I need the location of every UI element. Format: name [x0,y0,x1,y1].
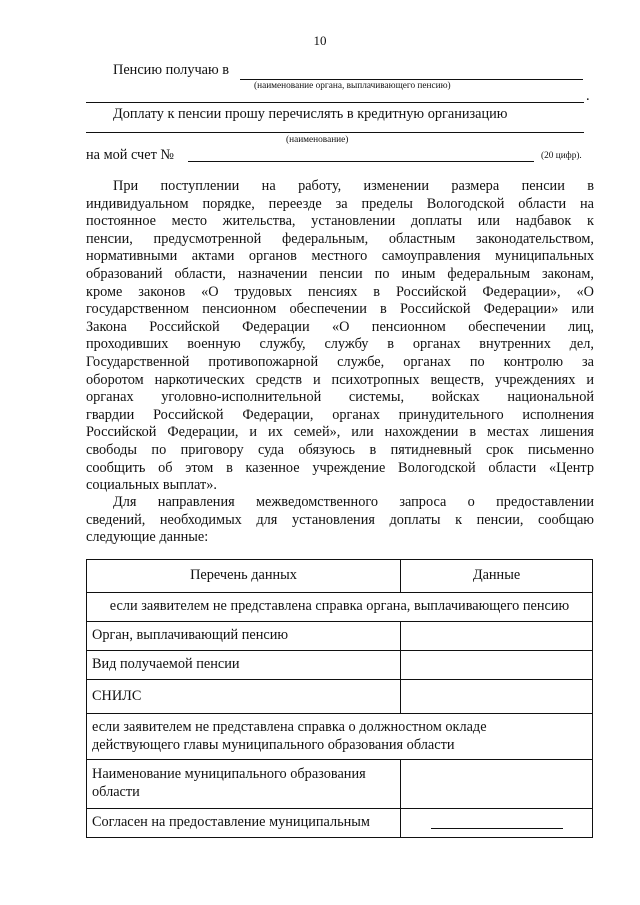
bank-name-field[interactable] [86,132,584,133]
paragraph-line: нормативными актами органов местного самоуправления муниципальных [86,248,594,265]
table-row [87,809,593,838]
row-label-pension-type: Вид получаемой пенсии [87,651,401,680]
table-row [87,760,593,809]
transfer-label: Доплату к пенсии прошу перечислять в кредитную организацию [113,106,508,122]
obligation-paragraph [86,178,594,495]
paragraph-line: Для направления межведомственного запроса о предоставлении [113,494,594,510]
pension-organ-field-line2[interactable] [86,102,584,103]
paragraph-line: Закона Российской Федерации «О пенсионном обеспечении лиц, [86,318,594,335]
paragraph-line: следующие данные: [86,529,209,546]
section-heading-pension-certificate: если заявителем не представлена справка органа, выплачивающего пенсию [87,593,593,622]
table-row [87,651,593,680]
row-label-consent: Согласен на предоставление муниципальным [87,809,401,838]
paragraph-line: свободы по приговору суда обязуюсь в пятидневный срок письменно [86,441,594,458]
page-number: 10 [313,33,327,48]
row-label-municipality [87,760,401,809]
paragraph-line: органах уголовно-исполнительной системы, войсках национальной [86,389,594,406]
paragraph-line: сведений, необходимых для установления доплаты к пенсии, сообщаю [86,511,594,528]
paragraph-line: проходивших военную службу, службу в органах внутренних дел, [86,336,594,353]
table-section-row [87,593,593,622]
paragraph-line: сообщить об этом в казенное учреждение Вологодской области «Центр [86,459,594,476]
account-hint: (20 цифр). [541,151,582,161]
table-row [87,680,593,714]
row-value-snils[interactable] [401,680,593,714]
request-paragraph [86,494,594,547]
paragraph-line: кроме законов «О трудовых пенсиях в Российской Федерации», «О [86,283,594,300]
paragraph-line: пенсии, предусмотренной федеральным, областным законодательством, [86,230,594,247]
paragraph-line: социальных выплат». [86,477,217,494]
account-label: на мой счет № [86,147,175,163]
paragraph-line: индивидуальном порядке, переезде за пределы Вологодской области на [86,195,594,212]
row-value-pension-type[interactable] [401,651,593,680]
paragraph-line: Российской Федерации, и их семей», или нахождении в местах лишения [86,424,594,441]
paragraph-line: постоянное место жительства, установлении доплаты или надбавок к [86,213,594,230]
bank-name-hint: (наименование) [286,135,349,145]
paragraph-line: государственном пенсионном обеспечении в Российской Федерации» или [86,301,594,318]
account-number-field[interactable] [188,161,534,162]
row-label-organ: Орган, выплачивающий пенсию [87,622,401,651]
column-header-list: Перечень данных [87,560,401,593]
line-end-dot: . [586,88,590,104]
column-header-data: Данные [401,560,593,593]
paragraph-line: гвардии Российской Федерации, органах принудительного исполнения [86,406,594,423]
data-table [86,559,593,838]
pension-organ-hint: (наименование органа, выплачивающего пенсию) [254,81,451,91]
signature-line [431,828,563,829]
section-heading-salary-certificate [87,714,593,760]
pension-organ-field[interactable] [240,79,583,80]
section-heading-line: действующего главы муниципального образования области [92,736,455,753]
table-header-row [87,560,593,593]
table-row [87,622,593,651]
table-section-row [87,714,593,760]
pension-receive-label: Пенсию получаю в [113,62,230,78]
row-value-municipality[interactable] [401,760,593,809]
row-label-line: Наименование муниципального образования [92,766,366,783]
row-label-snils: СНИЛС [87,680,401,714]
paragraph-line: оборотом наркотических средств и психотропных веществ, учреждениях и [86,371,594,388]
paragraph-line: Государственной противопожарной службе, органах по контролю за [86,353,594,370]
paragraph-line: образований области, назначении пенсии по иным федеральным законам, [86,265,594,282]
row-value-consent[interactable] [401,809,593,838]
row-label-line: области [92,784,140,800]
paragraph-line: При поступлении на работу, изменении размера пенсии в [113,178,594,194]
section-heading-line: если заявителем не представлена справка о должностном окладе [92,718,487,735]
row-value-organ[interactable] [401,622,593,651]
